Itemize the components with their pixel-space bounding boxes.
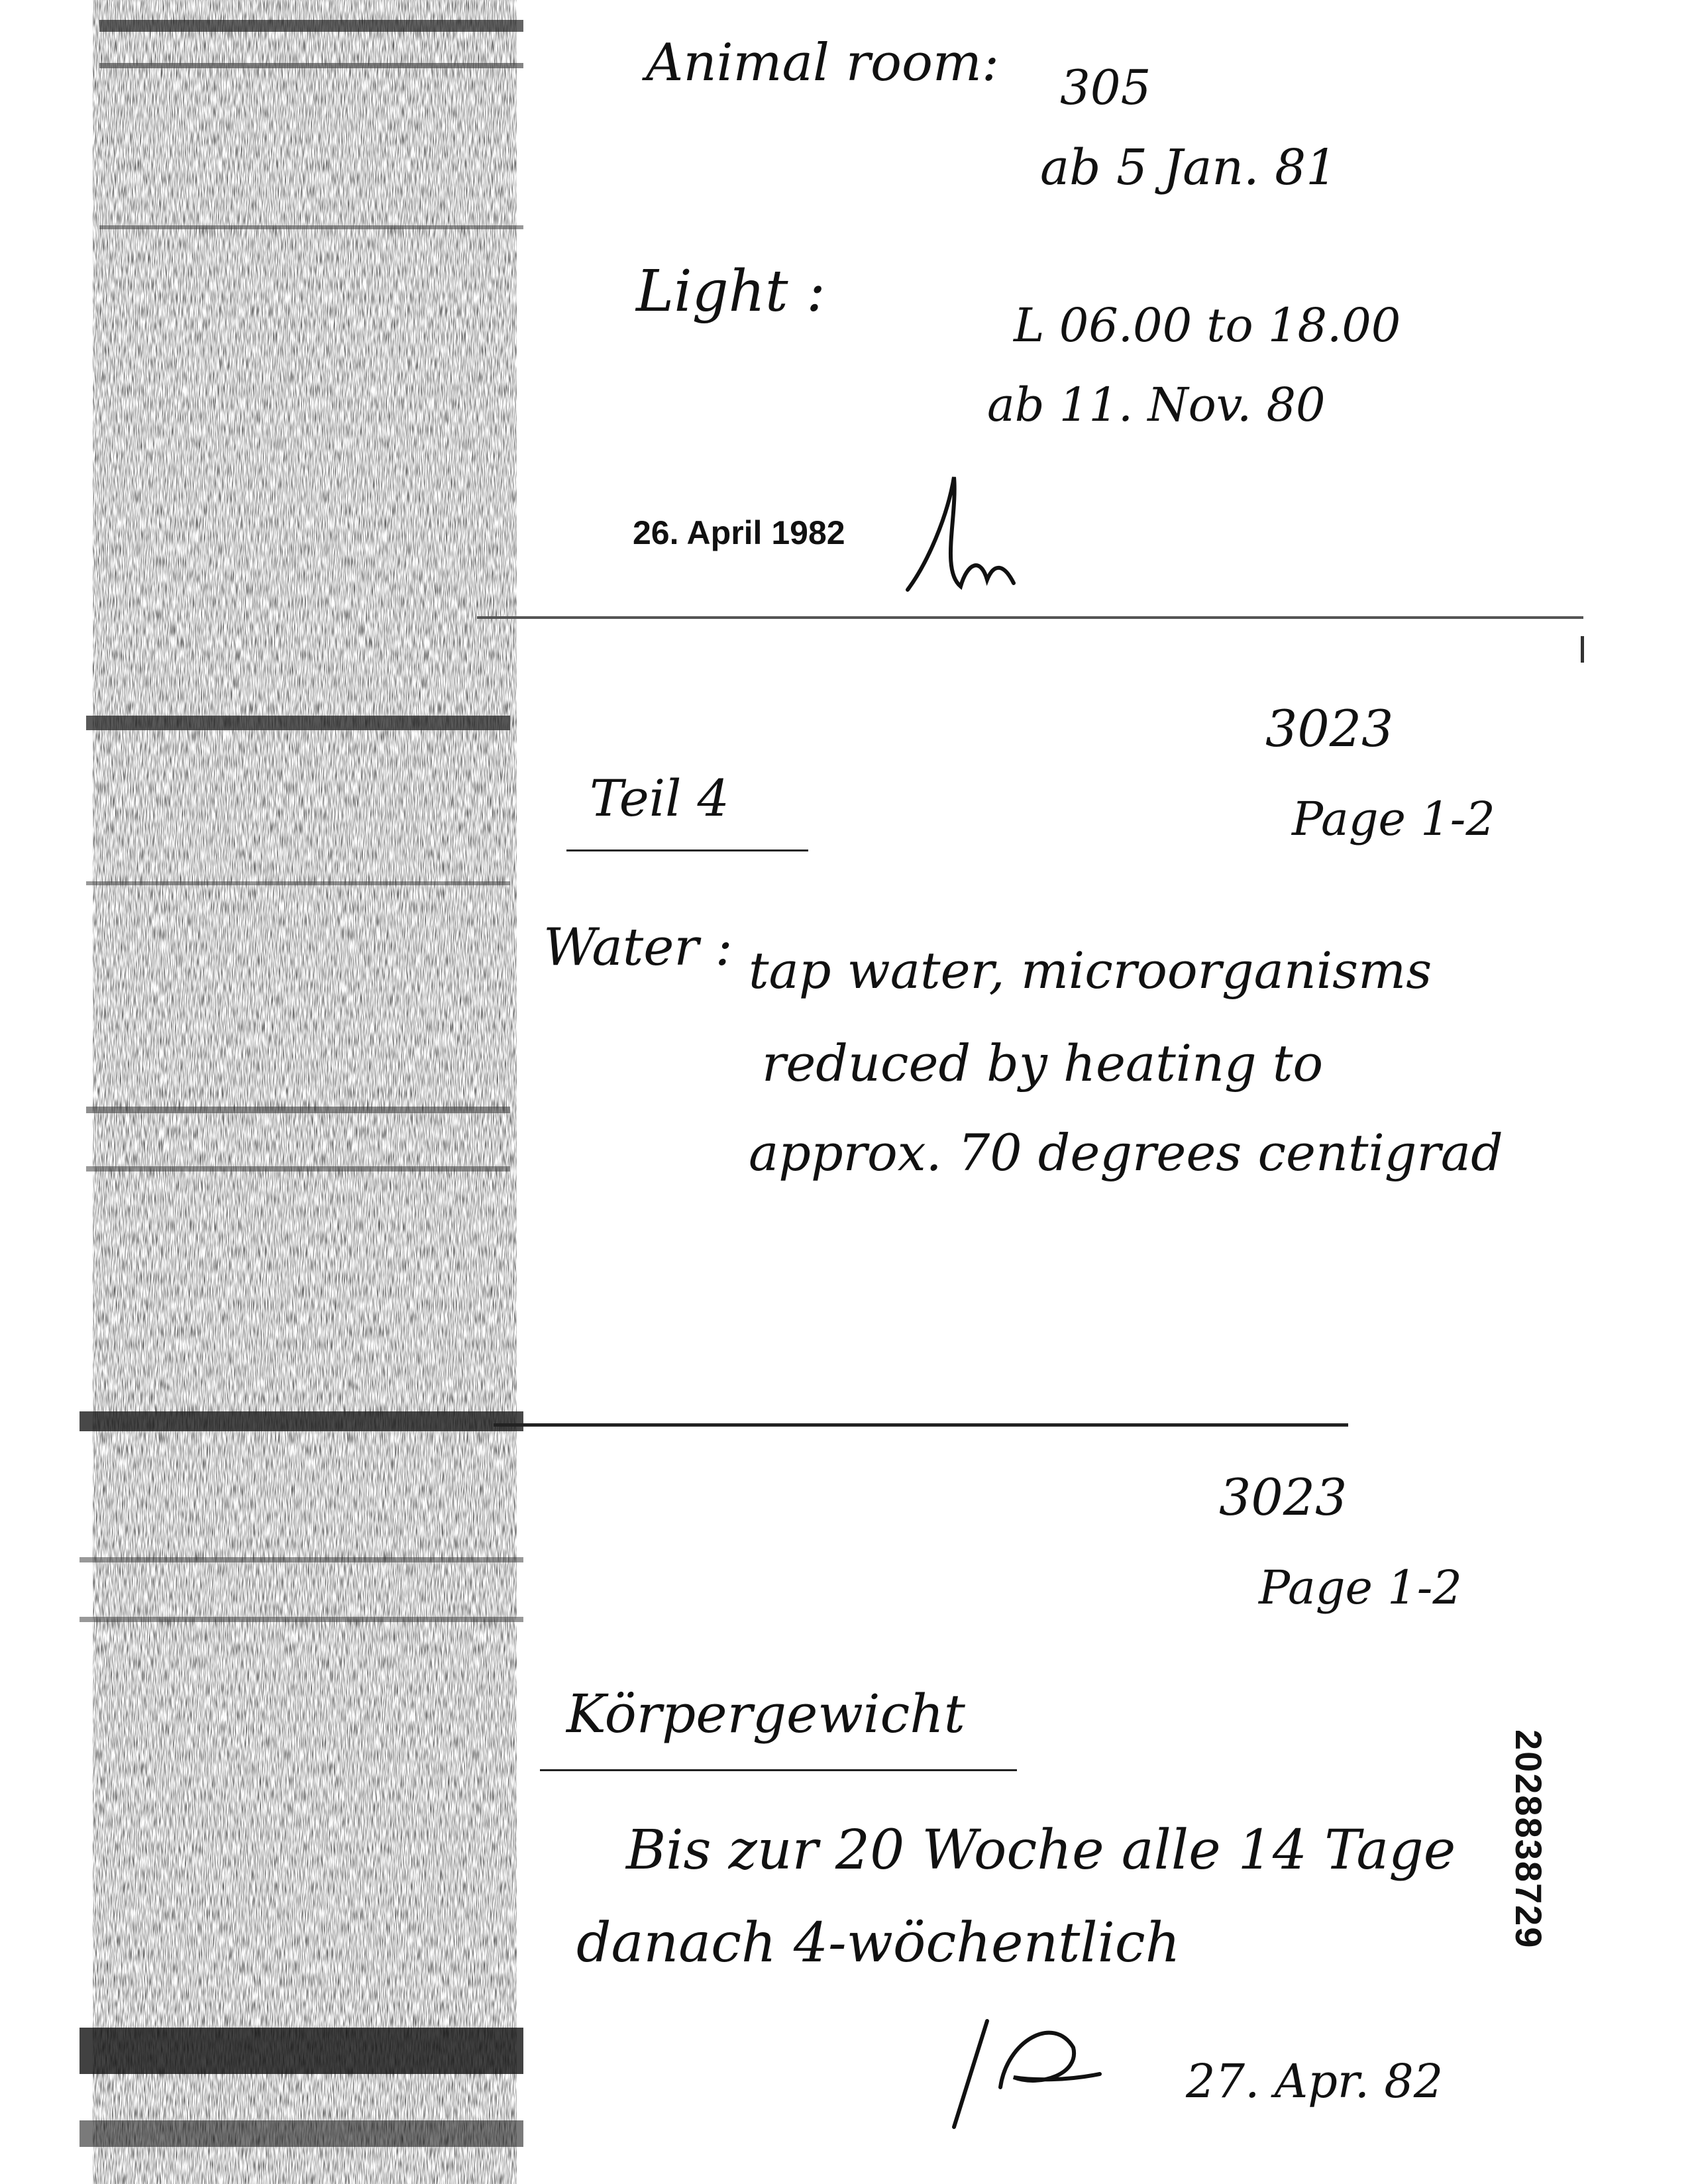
section3-page: Page 1-2 [1259, 1560, 1462, 1615]
divider-tick [1581, 636, 1584, 663]
section3-title: Körpergewicht [566, 1683, 965, 1745]
section2-title: Teil 4 [590, 769, 729, 828]
section-divider-2 [494, 1423, 1348, 1427]
section2-number: 3023 [1265, 699, 1394, 758]
animal-room-value: 305 [1060, 60, 1151, 115]
animal-room-date: ab 5 Jan. 81 [1040, 139, 1338, 196]
signature-initials [901, 464, 1020, 603]
light-date: ab 11. Nov. 80 [987, 378, 1326, 432]
water-line-3: approx. 70 degrees centigrad [749, 1123, 1503, 1182]
light-value: L 06.00 to 18.00 [1014, 298, 1401, 353]
section3-title-underline [540, 1769, 1017, 1771]
light-label: Light : [636, 258, 825, 325]
section2-title-underline [566, 849, 808, 851]
water-line-1: tap water, microorganisms [749, 941, 1432, 1000]
section3-line-1: Bis zur 20 Woche alle 14 Tage [626, 1819, 1456, 1882]
signature-mark [941, 2001, 1113, 2134]
section2-page: Page 1-2 [1292, 792, 1495, 846]
water-line-2: reduced by heating to [762, 1034, 1324, 1093]
section-divider-1 [477, 616, 1583, 619]
date-stamp: 26. April 1982 [633, 514, 845, 551]
section3-number: 3023 [1219, 1468, 1348, 1527]
animal-room-label: Animal room: [646, 33, 1000, 93]
scan-noise-strip [73, 0, 523, 2184]
water-label: Water : [543, 918, 733, 977]
document-number: 2028838729 [1508, 1729, 1550, 1949]
section3-line-2: danach 4-wöchentlich [576, 1912, 1181, 1975]
signature-date: 27. Apr. 82 [1186, 2054, 1444, 2108]
